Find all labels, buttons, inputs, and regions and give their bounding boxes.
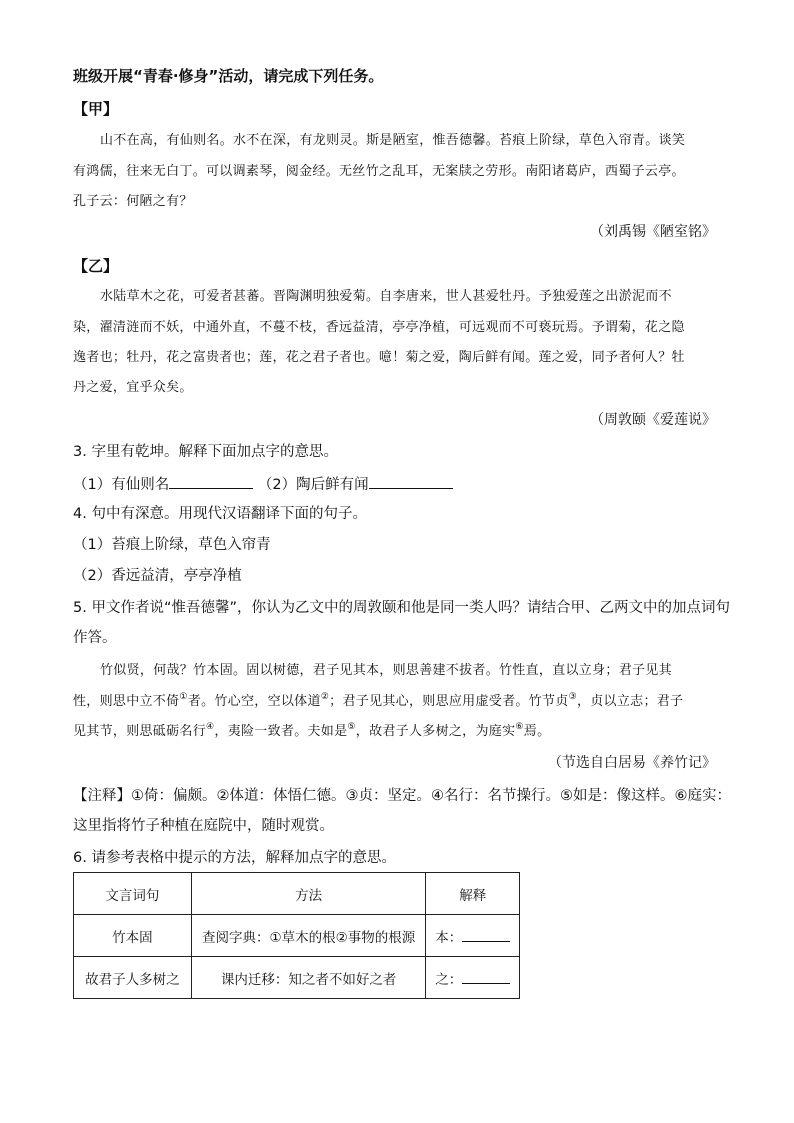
passage-yi-line: 逸者也；牡丹，花之富贵者也；莲，花之君子者也。噫！菊之爱，陶后鲜有闻。莲之爱，同予者何人？牡 <box>73 350 685 365</box>
text-run: ，故君子人多树之，为庭实 <box>355 724 516 739</box>
question-5-cont: 作答。 <box>73 630 117 646</box>
text-run: 性，则思中立不倚 <box>73 694 180 709</box>
passage-yi-source: （周敦颐《爱莲说》 <box>590 412 716 428</box>
passage-jia-line: 山不在高，有仙则名。水不在深，有龙则灵。斯是陋室，惟吾德馨。苔痕上阶绿，草色入帘青。谈笑 <box>100 133 686 148</box>
passage-yi-line: 染，濯清涟而不妖，中通外直，不蔓不枝，香远益清，亭亭净植，可远观而不可亵玩焉。予谓菊，花之隐 <box>73 320 685 335</box>
question-4: 4. 句中有深意。用现代汉语翻译下面的句子。 <box>73 506 367 522</box>
passage-yi-line: 水陆草木之花，可爱者甚蕃。晋陶渊明独爱菊。自李唐来，世人甚爱牡丹。予独爱莲之出淤泥而不 <box>100 289 672 304</box>
note-marker: ③ <box>568 692 577 702</box>
table-cell: 查阅字典：①草木的根②事物的根源 <box>191 915 426 957</box>
note-marker: ④ <box>206 722 215 732</box>
note-marker: ⑤ <box>347 722 356 732</box>
table-header: 文言词句 <box>74 873 192 915</box>
question-3: 3. 字里有乾坤。解释下面加点字的意思。 <box>73 444 338 460</box>
page-title: 班级开展“青春·修身”活动，请完成下列任务。 <box>73 67 384 85</box>
answer-blank[interactable] <box>169 473 253 489</box>
answer-label: 之： <box>435 971 463 988</box>
table-row <box>74 915 520 957</box>
table-cell: 竹本固 <box>74 915 192 957</box>
answer-label: 本： <box>435 929 463 946</box>
table-header: 解释 <box>426 873 520 915</box>
passage-jia-line: 孔子云：何陋之有？ <box>73 194 193 209</box>
question-3-item-2: （2）陶后鲜有闻 <box>257 477 369 493</box>
text-run: 焉。 <box>523 724 551 739</box>
passage-bing-line: 竹似贤，何哉？竹本固。固以树德，君子见其本，则思善建不拔者。竹性直，直以立身；君子见其 <box>100 663 672 678</box>
passage-jia-label: 【甲】 <box>73 100 119 118</box>
question-5: 5. 甲文作者说“惟吾德馨”，你认为乙文中的周敦颐和他是同一类人吗？请结合甲、乙两文中的加点词句 <box>73 600 730 616</box>
passage-yi-label: 【乙】 <box>73 257 119 275</box>
question-3-items <box>73 473 453 495</box>
question-4-item-2: （2）香远益清，亭亭净植 <box>73 568 242 584</box>
answer-blank[interactable] <box>462 927 510 942</box>
table-cell: 故君子人多树之 <box>74 957 192 999</box>
table-cell <box>426 957 520 999</box>
text-run: ，贞以立志；君子 <box>576 694 684 709</box>
passage-bing-line <box>73 692 683 712</box>
note-marker: ⑥ <box>515 722 524 732</box>
method-table <box>73 872 520 999</box>
text-run: 见其节，则思砥砺名行 <box>73 724 207 739</box>
table-header: 方法 <box>191 873 426 915</box>
answer-blank[interactable] <box>369 473 453 489</box>
text-run: ；君子见其心，则思应用虚受者。竹节贞 <box>329 694 569 709</box>
text-run: 者。竹心空，空以体道 <box>187 694 321 709</box>
answer-blank[interactable] <box>462 969 510 984</box>
question-6: 6. 请参考表格中提示的方法，解释加点字的意思。 <box>73 850 396 866</box>
question-4-item-1: （1）苔痕上阶绿，草色入帘青 <box>73 537 271 553</box>
note-marker: ② <box>320 692 330 702</box>
passage-bing-source: （节选自白居易《养竹记》 <box>548 755 716 771</box>
table-cell <box>426 915 520 957</box>
table-header-row <box>74 873 520 915</box>
passage-jia-line: 有鸿儒，往来无白丁。可以调素琴，阅金经。无丝竹之乱耳，无案牍之劳形。南阳诸葛庐，西蜀子云亭。 <box>73 164 685 179</box>
passage-jia-source: （刘禹锡《陋室铭》 <box>590 224 716 240</box>
passage-yi-line: 丹之爱，宜乎众矣。 <box>73 380 193 395</box>
text-run: ，夷险一致者。夫如是 <box>214 724 348 739</box>
question-3-item-1: （1）有仙则名 <box>73 477 170 493</box>
note-marker: ① <box>179 692 188 702</box>
passage-bing-line <box>73 722 550 742</box>
table-cell: 课内迁移：知之者不如好之者 <box>191 957 426 999</box>
table-row <box>74 957 520 999</box>
notes-line: 【注释】①倚：偏颇。②体道：体悟仁德。③贞：坚定。④名行：名节操行。⑤如是：像这样。⑥庭实： <box>73 788 731 804</box>
notes-line: 这里指将竹子种植在庭院中，随时观赏。 <box>73 818 334 834</box>
